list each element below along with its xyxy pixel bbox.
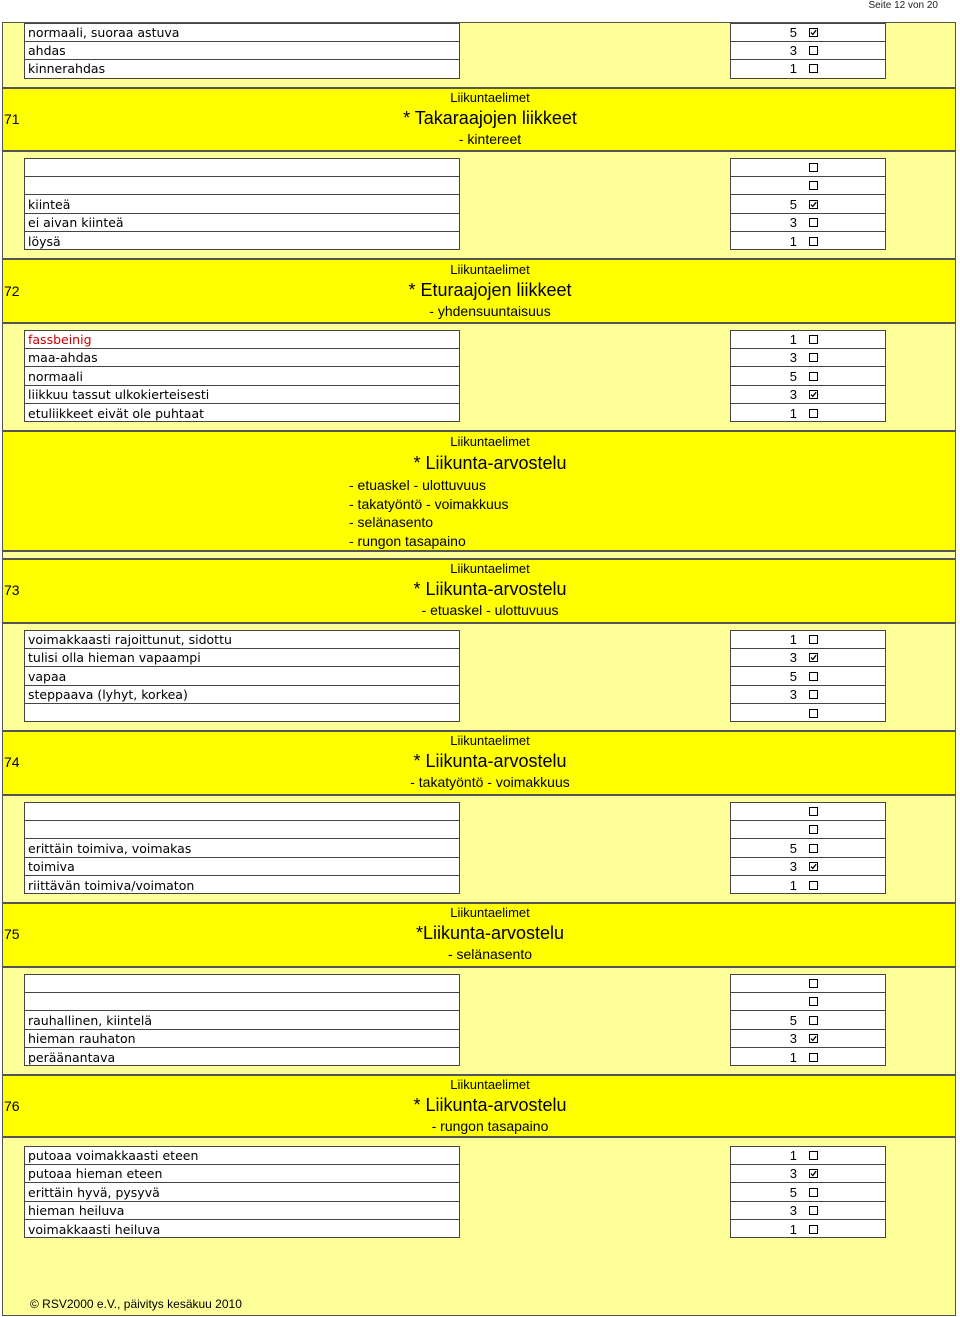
checkbox[interactable] xyxy=(809,181,818,190)
section-category: Liikuntaelimet xyxy=(450,1077,530,1092)
option-label: rauhallinen, kiintelä xyxy=(28,1013,153,1028)
checkbox-checked[interactable] xyxy=(809,28,818,37)
option-label: steppaava (lyhyt, korkea) xyxy=(28,687,188,702)
option-label: normaali xyxy=(28,369,83,384)
checkbox-checked[interactable] xyxy=(809,653,818,662)
option-label: vapaa xyxy=(28,669,67,684)
checkbox[interactable] xyxy=(809,979,818,988)
option-label: maa-ahdas xyxy=(28,350,98,365)
checkbox-checked[interactable] xyxy=(809,862,818,871)
checkbox-checked[interactable] xyxy=(809,1034,818,1043)
score-value: 1 xyxy=(789,406,797,421)
checkbox[interactable] xyxy=(809,635,818,644)
option-label: kinnerahdas xyxy=(28,61,106,76)
score-value: 1 xyxy=(789,1050,797,1065)
score-value: 3 xyxy=(789,1203,797,1218)
section-number: 74 xyxy=(4,754,20,770)
checkmark-icon xyxy=(810,1170,817,1177)
score-value: 5 xyxy=(789,25,797,40)
section-subtitle-line: - rungon tasapaino xyxy=(349,533,466,549)
checkbox[interactable] xyxy=(809,1151,818,1160)
checkbox[interactable] xyxy=(809,825,818,834)
section-category: Liikuntaelimet xyxy=(450,434,530,449)
score-value: 5 xyxy=(789,197,797,212)
score-value: 3 xyxy=(789,215,797,230)
checkmark-icon xyxy=(810,29,817,36)
footer-copyright: © RSV2000 e.V., päivitys kesäkuu 2010 xyxy=(30,1297,242,1311)
score-value: 3 xyxy=(789,650,797,665)
section-subtitle-line: - etuaskel - ulottuvuus xyxy=(349,477,486,493)
score-value: 1 xyxy=(789,1148,797,1163)
checkbox[interactable] xyxy=(809,807,818,816)
score-value: 3 xyxy=(789,387,797,402)
score-value: 1 xyxy=(789,234,797,249)
checkbox[interactable] xyxy=(809,1188,818,1197)
items-band xyxy=(2,551,956,559)
label-box xyxy=(24,158,460,250)
section-title: *Liikunta-arvostelu xyxy=(415,923,565,943)
score-value: 3 xyxy=(789,687,797,702)
option-label: putoaa hieman eteen xyxy=(28,1166,163,1181)
option-label: riittävän toimiva/voimaton xyxy=(28,878,195,893)
checkbox[interactable] xyxy=(809,672,818,681)
checkbox[interactable] xyxy=(809,690,818,699)
label-box xyxy=(24,330,460,422)
score-box xyxy=(730,630,886,722)
option-label: erittäin hyvä, pysyvä xyxy=(28,1185,160,1200)
option-label: erittäin toimiva, voimakas xyxy=(28,841,192,856)
checkbox[interactable] xyxy=(809,163,818,172)
score-value: 5 xyxy=(789,1185,797,1200)
section-subtitle: - kintereet xyxy=(458,131,522,147)
section-category: Liikuntaelimet xyxy=(450,733,530,748)
score-value: 5 xyxy=(789,1013,797,1028)
section-category: Liikuntaelimet xyxy=(450,561,530,576)
option-label: hieman heiluva xyxy=(28,1203,125,1218)
score-value: 5 xyxy=(789,841,797,856)
checkbox[interactable] xyxy=(809,1225,818,1234)
option-label: etuliikkeet eivät ole puhtaat xyxy=(28,406,205,421)
section-title: * Liikunta-arvostelu xyxy=(413,453,567,473)
section-subtitle-line: - selänasento xyxy=(349,514,434,530)
checkmark-icon xyxy=(810,201,817,208)
section-subtitle: - selänasento xyxy=(447,946,533,962)
score-value: 1 xyxy=(789,878,797,893)
section-subtitle: - yhdensuuntaisuus xyxy=(429,303,551,319)
section-title: * Takaraajojen liikkeet xyxy=(403,108,577,128)
option-label: voimakkaasti rajoittunut, sidottu xyxy=(28,632,232,647)
section-title: * Eturaajojen liikkeet xyxy=(408,280,572,300)
score-box xyxy=(730,802,886,894)
checkbox[interactable] xyxy=(809,1016,818,1025)
label-box xyxy=(24,23,460,79)
checkbox[interactable] xyxy=(809,237,818,246)
checkmark-icon xyxy=(810,1035,817,1042)
score-value: 1 xyxy=(789,632,797,647)
option-label: löysä xyxy=(28,234,61,249)
checkbox[interactable] xyxy=(809,709,818,718)
section-number: 73 xyxy=(4,582,20,598)
section-subtitle: - rungon tasapaino xyxy=(431,1118,549,1134)
section-title: * Liikunta-arvostelu xyxy=(413,751,567,771)
option-label: liikkuu tassut ulkokierteisesti xyxy=(28,387,210,402)
checkmark-icon xyxy=(810,654,817,661)
checkbox-checked[interactable] xyxy=(809,200,818,209)
section-number: 76 xyxy=(4,1098,20,1114)
checkbox[interactable] xyxy=(809,409,818,418)
checkbox[interactable] xyxy=(809,335,818,344)
checkmark-icon xyxy=(810,391,817,398)
section-category: Liikuntaelimet xyxy=(450,905,530,920)
option-label: toimiva xyxy=(28,859,75,874)
section-subtitle: - takatyöntö - voimakkuus xyxy=(410,774,570,790)
option-label: hieman rauhaton xyxy=(28,1031,136,1046)
checkbox[interactable] xyxy=(809,1053,818,1062)
section-category: Liikuntaelimet xyxy=(450,90,530,105)
checkbox[interactable] xyxy=(809,844,818,853)
score-value: 5 xyxy=(789,369,797,384)
score-value: 3 xyxy=(789,1031,797,1046)
option-label: putoaa voimakkaasti eteen xyxy=(28,1148,199,1163)
checkbox[interactable] xyxy=(809,46,818,55)
option-label: voimakkaasti heiluva xyxy=(28,1222,161,1237)
option-label: normaali, suoraa astuva xyxy=(28,25,180,40)
score-value: 5 xyxy=(789,669,797,684)
checkbox-checked[interactable] xyxy=(809,1169,818,1178)
section-title: * Liikunta-arvostelu xyxy=(413,1095,567,1115)
section-subtitle: - etuaskel - ulottuvuus xyxy=(421,602,559,618)
page-number: Seite 12 von 20 xyxy=(868,0,938,11)
section-subtitle-line: - takatyöntö - voimakkuus xyxy=(349,496,509,512)
label-box xyxy=(24,630,460,722)
score-value: 1 xyxy=(789,332,797,347)
option-label: tulisi olla hieman vapaampi xyxy=(28,650,201,665)
option-label: kiinteä xyxy=(28,197,71,212)
option-label: peräänantava xyxy=(28,1050,116,1065)
label-box xyxy=(24,1146,460,1238)
label-box xyxy=(24,802,460,894)
score-box xyxy=(730,1146,886,1238)
checkbox[interactable] xyxy=(809,64,818,73)
score-value: 1 xyxy=(789,1222,797,1237)
score-value: 3 xyxy=(789,43,797,58)
label-box xyxy=(24,974,460,1066)
checkbox[interactable] xyxy=(809,353,818,362)
score-box xyxy=(730,974,886,1066)
score-value: 3 xyxy=(789,1166,797,1181)
checkbox[interactable] xyxy=(809,1206,818,1215)
checkbox[interactable] xyxy=(809,997,818,1006)
section-number: 75 xyxy=(4,926,20,942)
section-title: * Liikunta-arvostelu xyxy=(413,579,567,599)
checkbox-checked[interactable] xyxy=(809,390,818,399)
section-category: Liikuntaelimet xyxy=(450,262,530,277)
section-number: 72 xyxy=(4,283,20,299)
option-label: ei aivan kiinteä xyxy=(28,215,124,230)
score-box xyxy=(730,158,886,250)
option-label: fassbeinig xyxy=(28,332,92,347)
score-box xyxy=(730,330,886,422)
section-number: 71 xyxy=(4,111,20,127)
score-value: 3 xyxy=(789,350,797,365)
score-value: 3 xyxy=(789,859,797,874)
score-value: 1 xyxy=(789,61,797,76)
checkbox[interactable] xyxy=(809,372,818,381)
score-box xyxy=(730,23,886,79)
checkbox[interactable] xyxy=(809,881,818,890)
checkbox[interactable] xyxy=(809,218,818,227)
option-label: ahdas xyxy=(28,43,66,58)
checkmark-icon xyxy=(810,863,817,870)
